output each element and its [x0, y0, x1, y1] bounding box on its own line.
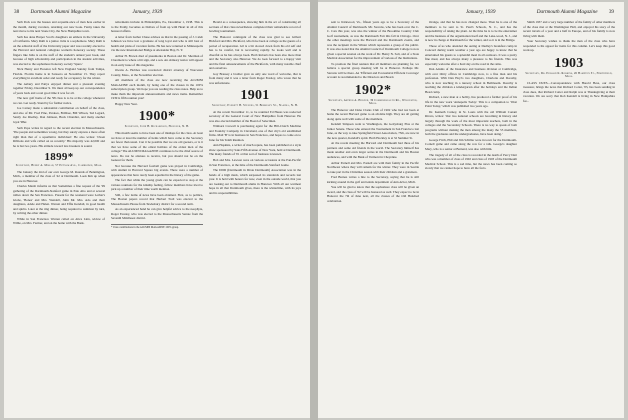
paragraph: Happy New Year.	[115, 101, 138, 106]
paragraph: The Asbury and Pattys enjoyed dinner and a pleasant evening together Friday, December 9. We must all keep up our correspondence of years back and a real good time it was for all.	[13, 81, 105, 95]
paragraph: George Fitch, Phil and Jim Schiller were in town for the Dartmouth-Cornell game and came along the row for a talk. George's daughter Mary, who is a senior at Barnard, was also with him.	[425, 137, 517, 151]
paragraph: CLASS DUES—Correspondence with Harold Hess, our class treasurer, brings the news that Richard Cotter, '03, has been sending in class dues, that Richard Cotter and Ralph was at Thanksgiving at their vacation. We are sorry that Rob Kendall is living in New Hampshire for...	[523, 80, 615, 103]
paragraph: To promote the final reunion that all members are planning for, we believe a special group meeting will be at Hanover. Perhaps Mr. Stevens will be there. An 'Efficient and Economical Efficient Coverage' account is recommended to the Directors and Board.	[327, 61, 419, 80]
paragraph: Your Secretary wishes to thank the men of the class who have responded to his appeal for items for this column. Let's keep this good work up.	[523, 39, 615, 53]
page-header	[14, 9, 300, 18]
paragraph: The tragedy of all of the class is recorded in the death of Percy Dart who was a member of class of 1902 and class of 1903 of the Dartmouth Medical School. This is a sad time, but the news has been coming so slowly that we cannot hope to have all the facts.	[425, 152, 517, 171]
magazine-title: Dartmouth Alumni Magazine	[536, 9, 598, 15]
paragraph: Seth has done Harper Scott's daughters an embers in the University of California. Mary Ruth is a junior. Julia is a sophomore. Mary Ruth is on the editorial staff of the University paper and was recently elected to the Harvard and national collegiate women's honorary society. These fingers like Julia is on the staff of the student's annual year book, and because of high scholarship and participation in the student activities, was elected to the sophomore honorary society 'Spurs.'	[13, 34, 105, 66]
paragraph: Those of us who attended the outing at Dudley's breakfast camp in Concord during warm weather a year ago are happy to know that he entertained his guests to a splendid meal in all outdoors. It was a pretty fine meal, and has always many a pleasure to his friends. This was especially welcome after a hard day on the road in the rains.	[425, 43, 517, 66]
paragraph: A letter from Luther Chase advises us that in the passing of J. Caleb Johnson we have lost a graduate of long loyal and who is still best of health and plans of vacation farms. He has now returned to Minneapolis via the new International Bridge at Alexander Bay, N. Y.	[111, 34, 203, 53]
paragraph: Herald as a consequence, showing him in the act of constituting all sections of that class nevertheless completed their remarkable record of bowling tournament.	[209, 20, 301, 33]
paragraph: Bob and Mrs. Lawson were on various occasions at the Pan-Pacific in San Francisco, at the time of the Dartmouth-Stanford Game.	[209, 158, 301, 167]
text-column-1	[13, 20, 105, 412]
paragraph: The Hanover and Dana Clarks Club of 1902 who had not been at home the recent Harvard game to an all-time high. They are all getting along quite well with some of the members.	[327, 107, 419, 121]
class-year-heading: 1900*	[138, 109, 176, 125]
secretary-info: Secretary, Arthur A. Holden, 39 Commonwealth Rd., Worcester, Mass.	[328, 98, 418, 106]
left-page	[4, 2, 310, 418]
paragraph: At the recent meeting the Harvard and Dartmouth had three of his partners and some old friends in the world. The Secretary himself has made another and even larger series in the Dartmouth and his Boston audiences, and with the Bank of Vermont in Cheyenne.	[327, 141, 419, 159]
paragraph: Still, a few items of news have been obtained. First, as to politics, The Boston papers record that Herbert Troll was elected to the Massachusetts House from Tewksbury district for a second term.	[111, 192, 203, 206]
paragraph: Kendall Simpson went to Washington, the Gettysburg Plus at the Junior Senate. Those who entered the Tournament in San Francisco last June, as the way to take Springfield Street Association, 75th, are now in the new quarter, Kendall's spirit. Herb Hockley is at 32 Summer St.	[327, 122, 419, 140]
secretary-info: Secretary, Dr. Edward K. Robbins, 26 Hampton St., Northfield, Mass.	[525, 71, 613, 79]
issue-date: January, 1939	[132, 9, 163, 15]
paragraph: At the recent November 11, to be reunited Ed Hauss was reelected secretary of the General Court of New Hampshire from Hanover. He was also elected member of the Board of Selectmen.	[209, 109, 301, 123]
secretary-info: Secretary, John H. Richardson, Hanover, N. H.	[124, 125, 190, 129]
class-year-heading: 1903	[554, 55, 584, 71]
paragraph: Orange, and that he has now changed more. Then he is one of the members to be sent to St. Paul's Schools, N. C., and has the responsibility of taking the plant. At the time he is to be the entertainer and the business of the organization itself and the Lake-wood, N. J., and is now in charge at Dartmouth for the winter, and so it is in the Bridge.	[425, 20, 517, 42]
secretary-info: Secretary, Everett H. Stevens, 51 Berkeley St., Nashua, N. H.	[211, 104, 299, 108]
paragraph: As an experienced hand he can give helpful advice to the neophyte, Roger Fessley, who was elected to the Massachusetts Senate from the Seventh Middlesex district.	[111, 207, 203, 221]
paragraph: Charles Marsh informs us that Sometimes a fine request of the '99 gathering of the Dartmouth-Stanford game in Palo Alto and at several rallies down the San Francisco. Present for the weekend were Lothar's Globe, 'Bones' and Mrs. Wendell, John Mr. Mrs. Ado and their daughters, Adele and Helen. Warren and Effie Kendall, in good health and spirits. Later at the ring dinner, being required to summon by turn, by writing the other dinner.	[13, 184, 105, 216]
paragraph: Arthur H. Brown died of pneumonia in Boston and Dr. Sherman of Claremont to where a hit sign, and a son. An obituary notice will appear in an early issue of this magazine.	[111, 53, 203, 67]
class-year-heading: 1901	[240, 88, 270, 104]
footnote: * Class contributions in the ALUMNI MAGAZINE 100% group.	[111, 224, 203, 229]
paragraph: retirements include in Philadelphia, Pa., December 1, 1938. This is to the Peddy, becomes as Dollars of from up with Heart in all of this honored affairs.	[111, 20, 203, 33]
text-column-2	[111, 20, 203, 412]
paragraph: Gay Brassey a brother gave us only one word of welcome, that is from many and it was a letter from Roger Fessley, who wrote that he was unfortunate.	[209, 71, 301, 85]
paragraph: sent to Kirkwood, Va., fifteen years ago to be a Secretary of the Alumni Council of Dartmouth. Mr. Stevens, who has been over the C. C. Cars this year, was also the winner of the Brookline Country Club Golf tournament, as was the Dartmouth Fair this fall in Chicago. Over the other meetings were the Harvard and the Dartmouth events, and was the recipient in the Winter which represents a group of the public. It was also noted that the Alumni Council of Dartmouth College is now given a special session on the work of Dr. Henry N. Salt, and of a State Medical Association for the improvement of various of the Institutions.	[327, 20, 419, 60]
secretary-info: Secretary, Henry A. Moran, 57 Putnam Ave., Cambridge, Mass.	[15, 164, 103, 168]
class-year-heading: 1902*	[354, 82, 392, 98]
paragraph: While in San Francisco Warren called on Alice Linn, widow of Willie, on Mrs. Farmer, and on the home with the Bank.	[13, 216, 105, 226]
paragraph: Dan Adams of the Insurance and business division at Cambridge, with over thirty offices in Cambridge now, is a fine man and his profession. With Dan Hoyt's two daughters, Charlotte and Dorothy, who is now teaching in a nursery school in Bethlesem. Dorothy is teaching the children a kindergarten after the holidays and the Indian Head camp.	[425, 67, 517, 94]
page-number: 39	[608, 9, 614, 15]
magazine-title: Dartmouth Alumni Magazine	[30, 9, 92, 15]
paragraph: Richard, a new man at a hobby, has produced a further proof of his life in the new work 'Annapolis Today.' This is a companion to 'West Point Today,' which was published two years ago.	[425, 95, 517, 109]
class-year-heading: 1899*	[44, 151, 74, 164]
page-header	[328, 9, 614, 18]
right-page	[318, 2, 624, 418]
paragraph: Arthur Parnell and Mrs. Parnell are with their family in the Pacific Northwest where they will remain for the winter. They were in Seattle to take part in the Christmas season with their children and a grandson.	[327, 160, 419, 174]
paragraph: Smith 1937 and a very large number of the family of other members of the class met at the Washington Hall, and enjoyed his story of the recent travels of a year and a half in Europe, and of his family is now living with them.	[523, 20, 615, 38]
paragraph: All members of the class are now receiving the ALUMNI MAGAZINE each month, by being one of the classes in the 100% subscription group. We hope you are reading the class notes. Help us to make them the important announcements and news items. Remember 1939 is fifth reunion year!	[111, 78, 203, 101]
paragraph: Seth Peck saw the houses and acquaint-ance of men here earlier in the month, during vacation, returning our new book. Fanny takes the next move to his next Stone City, the New Hampshire town.	[13, 20, 105, 33]
paragraph: Winborn Crowell is purchasing agent for the Hill-Clutch Machine and Foundry Company in Cleveland, one of that city's old established firms. Mail 'B' is in business in San Francisco, and hopes to come on to June for his Tenth Reunion.	[209, 124, 301, 142]
paragraph: Ann Hopkins, a writer of much repute, has been published at a style show sponsored by Saks Fifth Avenue of New York, held at Dartmouth. The many friends of '01 at that sort of business is known.	[209, 143, 301, 157]
paragraph: Owens A. Hobbes was recelected district attorney of Worcester County, Mass., at the November election.	[111, 68, 203, 77]
paragraph: Joe Carney made a substantial contribution on behalf of the class, and also of Mr. Fred Pine, Pardoes, Bribbee, Bill Wilson, Ted Legard, Sandy Joe Riedley, Dan Johnson, Buck Chandler, and many another loyal '98er.	[13, 106, 105, 124]
paragraph: Seth Pope writes in regard to the recent election in Massachusetts. 'The people and sometimes wrong, but they surely express a more often right than that of a squellative individual.' He also writes: 'Owen Ribbons and wife called on us recently.' His majority was 42,000 and he is but two years. His attitude toward law-breakers is sound.	[13, 125, 105, 148]
paragraph: Nick Henry and Florence left New England Sunday from Tampa, Florida. Florida home is in Sarasota on November 15. They report everything in excellent order and ready for occupancy for the winter.	[13, 67, 105, 81]
paragraph: The Hanover contingent of the class was glad to see Gilbert Bickford and Mrs. Bickford, who have been at college as the guests of a period of recuperation. Gil is a bit slowed down from his old self and has to be careful, but is recovering rapidly. So looks well and is cheerful as he has always been. Herb Roberts has been also more than and the Secretary also Hanover. We do look forward to a happy visit and the final announcements of the Bickfords, with many notable chief and ourselves.	[209, 34, 301, 71]
issue-date: January, 1939	[465, 9, 496, 15]
text-column-3	[523, 20, 615, 412]
paragraph: The fact that while the young grads can be expected to stop at the various reunions for the kinship feeling, fellow members have tried to pick up a number of their time worth mention.	[111, 178, 203, 192]
paragraph: Not because the Harvard football game was played in Cambridge, with alumni in Harvard Square big events. There were a number of appearances that have rarely been equalled in the history of the game.	[111, 163, 203, 177]
paragraph: Dr. Kenneth Carney, in St. Louis with the old William Conant Rivers, writes: 'Our two national schools are becoming in history and largely through the work of the most important teachers, both in the colleges and the Secondary Schools. There is no way to speak of both programs without making the men among the many the 55 members, both the graduates and the undergraduates, have been doing.'	[425, 109, 517, 137]
paragraph: This month seems to have been one of mishaps for the class. At least we have at least the number of items which have come to the Secretary are fewer than usual. Can it be possible that we are old geezers, or is it that we have some of the oldest hobbies of the oldest men of the college? The ALUMNI MAGAZINE continues to be the chief source of news. Do not be anxious to receive, but you should not be on the lookout for them.	[111, 131, 203, 163]
text-column-1	[327, 20, 419, 412]
paragraph: Fred Burnes writes a line to the Secretary, saying that he is still kicking around in the golf and tennis department of Ann Arbor, Mich.	[327, 175, 419, 184]
paragraph: The DDD (Dartmouth in Dixie Dartmouth) Association was in the hands of a high mark, which surpassed its standards and records last year. It is held with honors for now, even in the outside world, that you are looking out to Dartmouth alums in Hanover. With all our warmest hope in all that Dartmouth gives, there is the wintertime, with its joys and its responsibilities.	[209, 168, 301, 195]
text-column-3	[209, 20, 301, 412]
paragraph: The January the 2nd of our own George M. Rounds of Bennington, Mich., a member of the class of '42 at Dartmouth. Look him up when you are in Hanover.	[13, 169, 105, 183]
paragraph: The new golf home of the '98 class is to be at the college whenever we can. Get ready. Stand by for further notice.	[13, 96, 105, 105]
page-number: 38	[14, 9, 20, 15]
paragraph: You will be glad to know that the sophomore class will be given an award, and the class of '02 will be honored as well. They expect to be in Hanover the 7th of June next, all the classes of the Old Hundred celebration.	[327, 185, 419, 203]
page-gutter	[310, 0, 318, 420]
text-column-2	[425, 20, 517, 412]
